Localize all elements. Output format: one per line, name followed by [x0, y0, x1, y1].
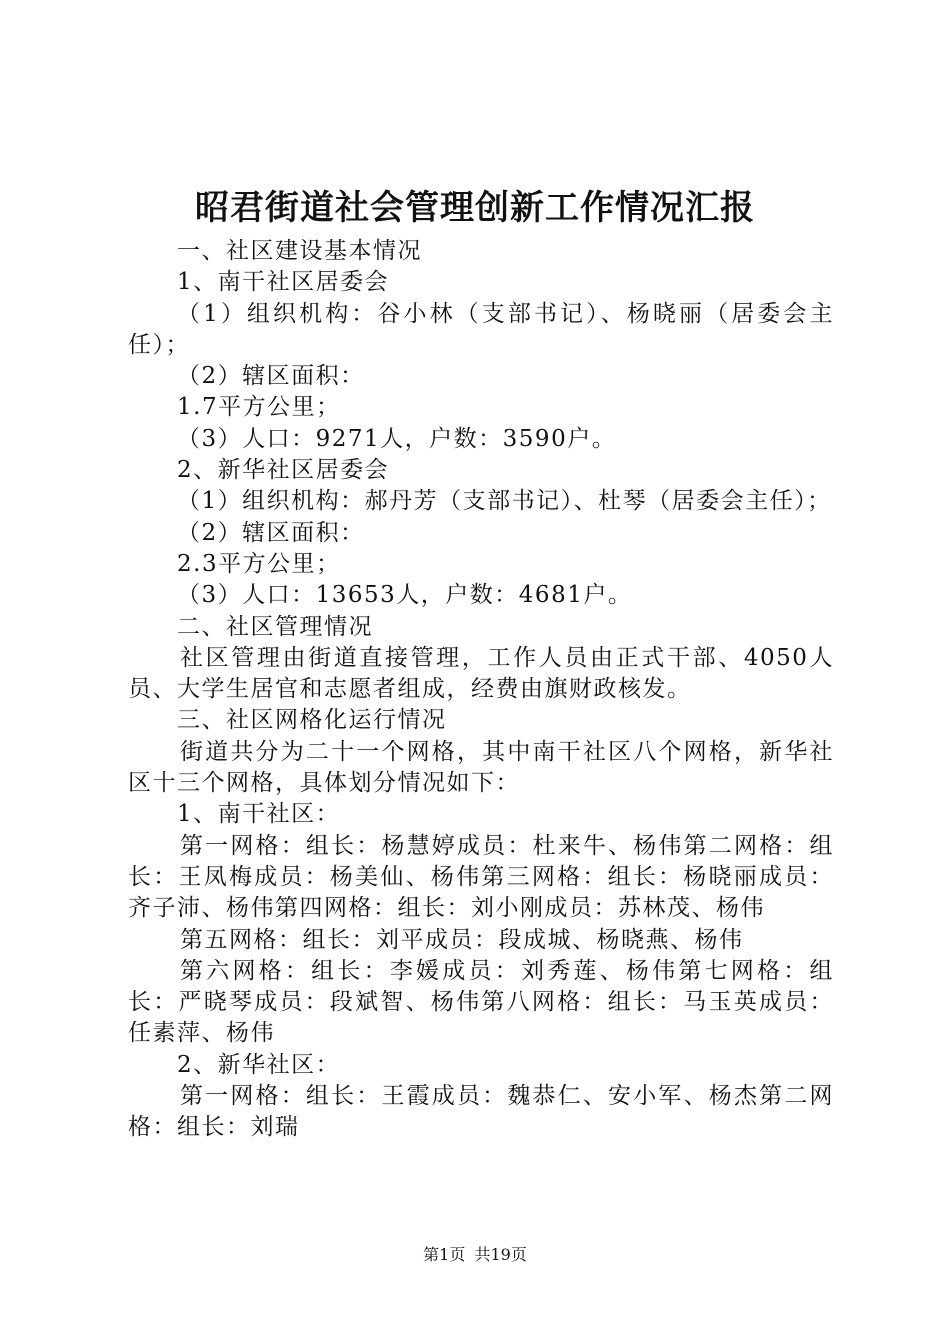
section-heading: 三、社区网格化运行情况 — [177, 707, 447, 734]
paragraph: 第六网格：组长：李媛成员：刘秀莲、杨伟第七网格：组长：严晓琴成员：段斌智、杨伟第八网格：组长：马玉英成员：任素萍、杨伟 — [128, 957, 834, 1047]
paragraph: （3）人口：9271人，户数：3590户。 — [177, 425, 617, 452]
paragraph: 2.3平方公里； — [177, 550, 341, 577]
subsection-heading: 2、新华社区： — [177, 1051, 341, 1078]
paragraph: （2）辖区面积： — [177, 363, 365, 390]
section-heading: 一、社区建设基本情况 — [177, 238, 422, 264]
section-heading: 二、社区管理情况 — [177, 613, 373, 640]
paragraph: （2）辖区面积： — [177, 519, 365, 546]
paragraph: 第一网格：组长：王霞成员：魏恭仁、安小军、杨杰第二网格：组长：刘瑞 — [128, 1083, 834, 1141]
page-footer — [0, 1244, 950, 1266]
subsection-heading: 1、南干社区居委会 — [177, 269, 390, 296]
paragraph: （1）组织机构：谷小林（支部书记）、杨晓丽（居委会主任）； — [128, 300, 834, 358]
paragraph: 社区管理由街道直接管理，工作人员由正式干部、4050人员、大学生居官和志愿者组成，经费由旗财政核发。 — [128, 644, 834, 703]
document-body — [128, 236, 834, 1144]
subsection-heading: 1、南干社区： — [177, 801, 341, 828]
document-title: 昭君街道社会管理创新工作情况汇报 — [195, 188, 755, 228]
paragraph: （3）人口：13653人，户数：4681户。 — [177, 582, 633, 609]
page-number: 第1页 — [423, 1245, 466, 1264]
paragraph: 第一网格：组长：杨慧婷成员：杜来牛、杨伟第二网格：组长：王凤梅成员：杨美仙、杨伟第三网格：组长：杨晓丽成员：齐子沛、杨伟第四网格：组长：刘小刚成员：苏林茂、杨伟 — [128, 832, 834, 922]
paragraph: 街道共分为二十一个网格，其中南干社区八个网格，新华社区十三个网格，具体划分情况如下： — [128, 738, 834, 797]
paragraph: （1）组织机构：郝丹芳（支部书记）、杜琴（居委会主任）； — [177, 488, 832, 515]
page-total: 共19页 — [474, 1245, 527, 1264]
paragraph: 第五网格：组长：刘平成员：段成城、杨晓燕、杨伟 — [180, 926, 744, 953]
paragraph: 1.7平方公里； — [177, 394, 341, 421]
subsection-heading: 2、新华社区居委会 — [177, 457, 390, 484]
